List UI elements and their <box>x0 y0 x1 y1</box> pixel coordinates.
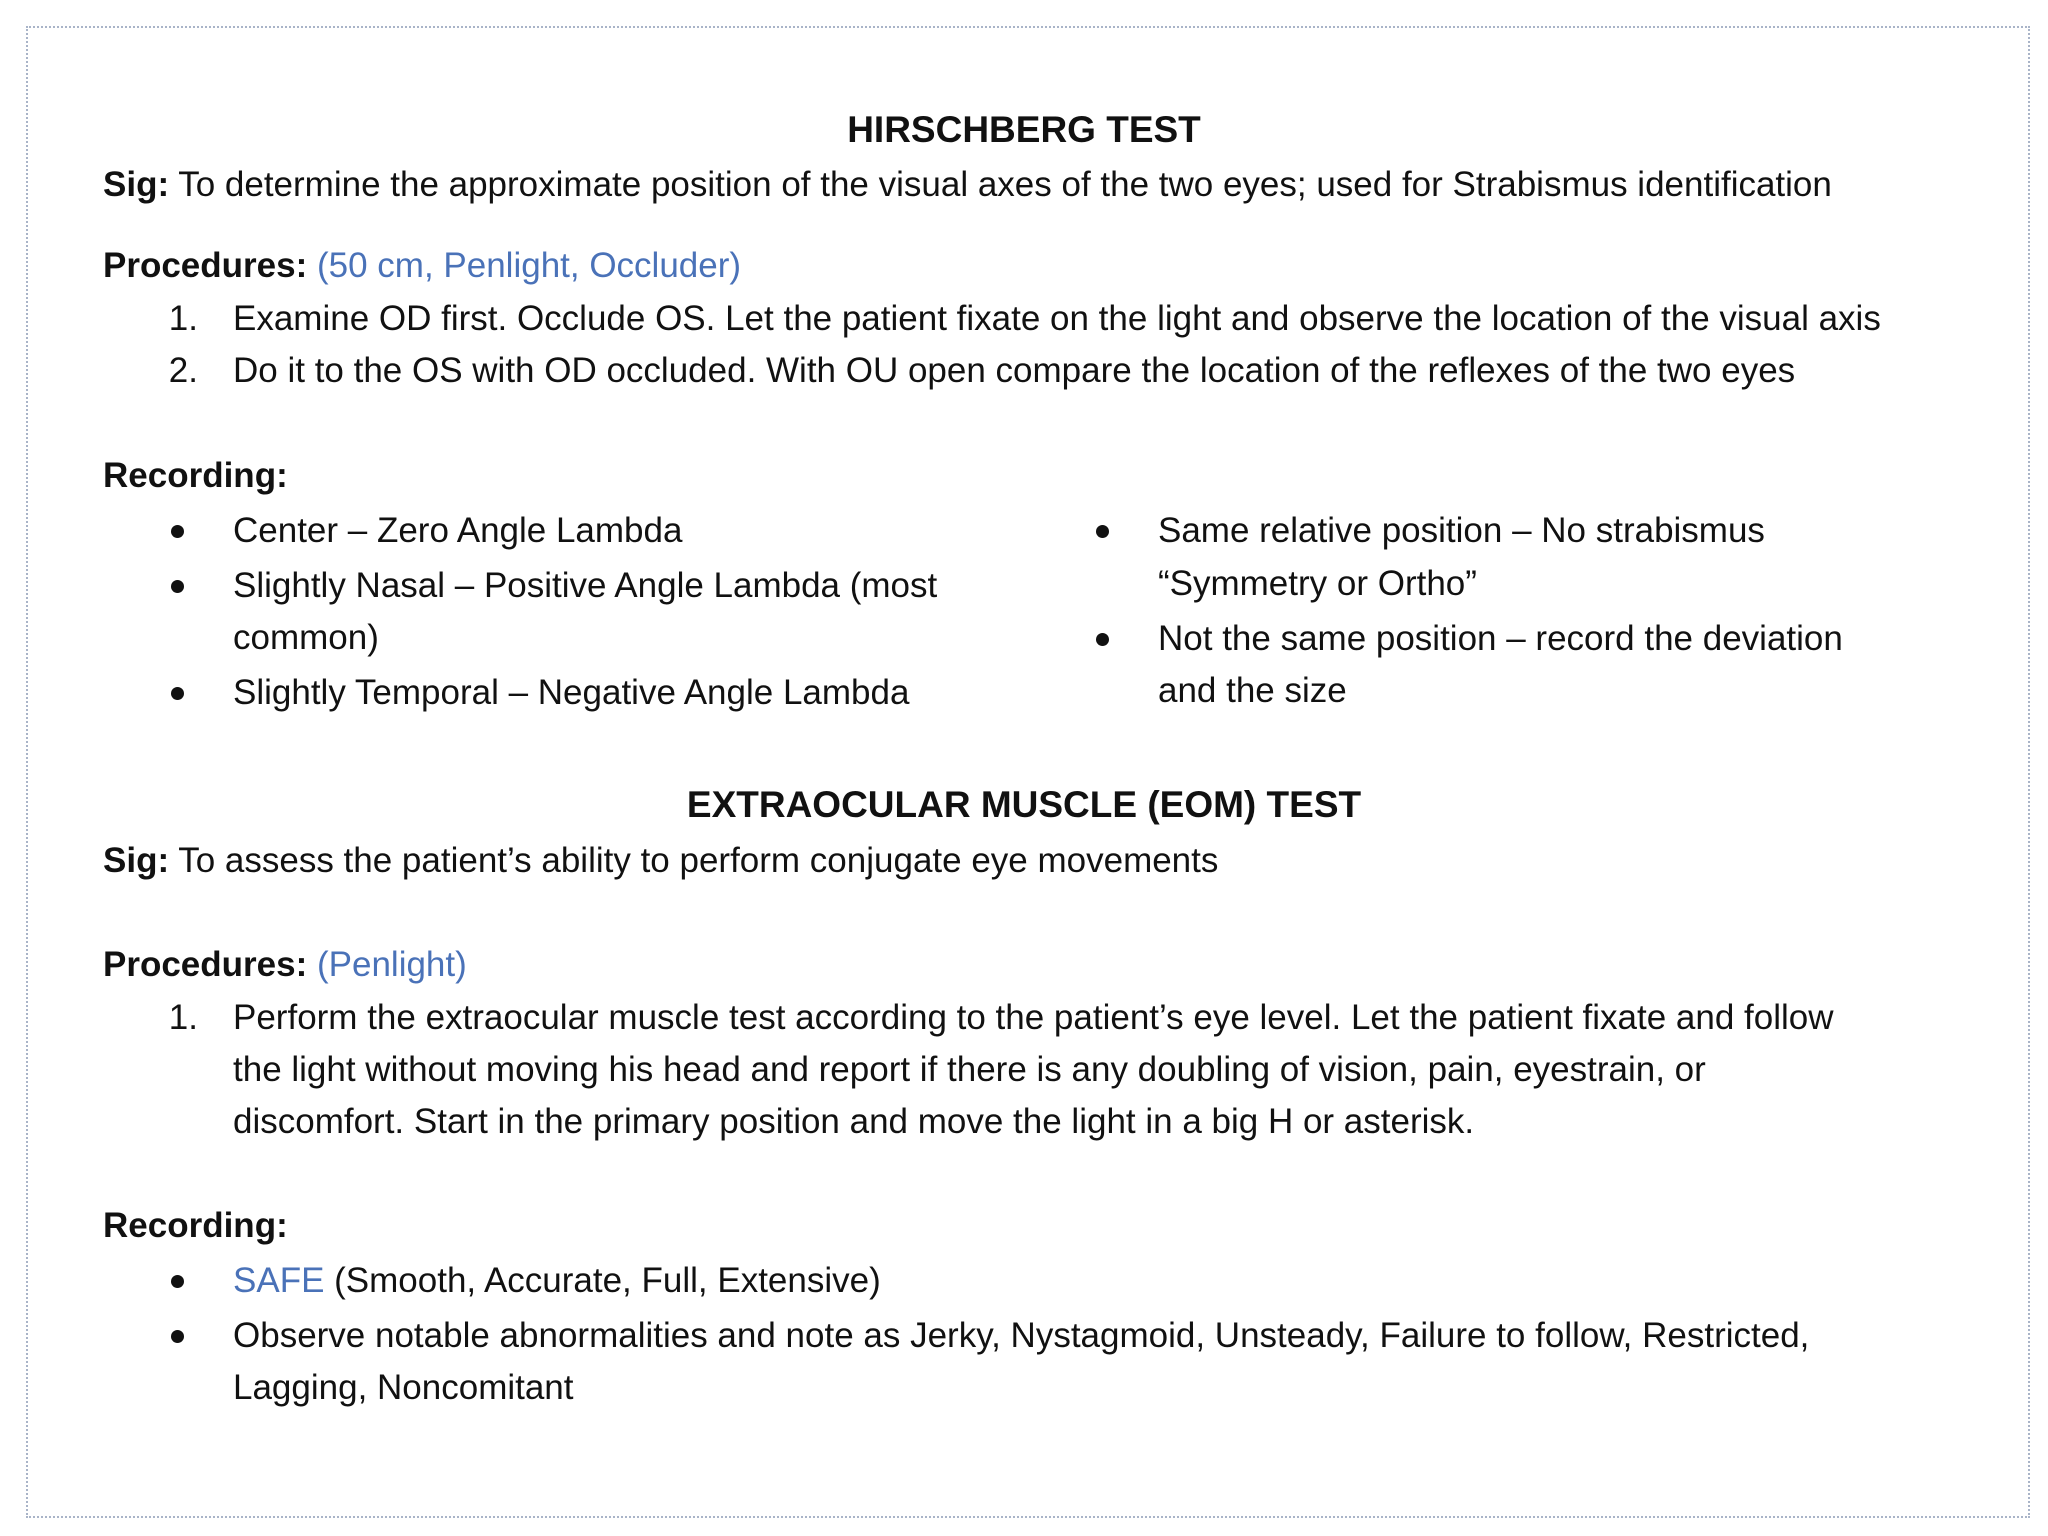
procedures-equipment: (50 cm, Penlight, Occluder) <box>316 246 742 285</box>
safe-description: (Smooth, Accurate, Full, Extensive) <box>324 1261 881 1300</box>
recording-item: Center – Zero Angle Lambda <box>233 511 683 550</box>
procedures-equipment: (Penlight) <box>316 945 467 984</box>
bullet <box>171 580 184 593</box>
hirschberg-procedures-heading <box>103 245 741 287</box>
step-text-cont: the light without moving his head and report if there is any doubling of vision, pain, eyestrain, or <box>233 1050 1706 1089</box>
step-number: 1. <box>168 299 198 338</box>
recording-item-cont: “Symmetry or Ortho” <box>1158 564 1477 603</box>
bullet <box>171 687 184 700</box>
bullet <box>171 1330 184 1343</box>
recording-item-cont: common) <box>233 618 379 657</box>
sig-label: Sig: <box>103 841 170 880</box>
eom-title: EXTRAOCULAR MUSCLE (EOM) TEST <box>686 784 1362 825</box>
eom-recording-label: Recording: <box>103 1206 288 1245</box>
recording-item: Slightly Temporal – Negative Angle Lambda <box>233 673 910 712</box>
sig-text: To determine the approximate position of the visual axes of the two eyes; used for Strabismus identification <box>169 165 1832 204</box>
bullet <box>171 525 184 538</box>
procedures-label: Procedures: <box>103 945 308 984</box>
step-number: 2. <box>168 351 198 390</box>
eom-procedures-heading <box>103 944 467 986</box>
step-text: Do it to the OS with OD occluded. With OU open compare the location of the reflexes of the two eyes <box>233 351 1796 390</box>
step-text-cont: discomfort. Start in the primary position and move the light in a big H or asterisk. <box>233 1102 1475 1141</box>
recording-item <box>233 1260 881 1302</box>
step-text: Perform the extraocular muscle test according to the patient’s eye level. Let the patient fixate and follow <box>233 998 1834 1037</box>
bullet <box>1096 525 1109 538</box>
recording-item: Observe notable abnormalities and note as Jerky, Nystagmoid, Unsteady, Failure to follow, Restricted, <box>233 1316 1810 1355</box>
sig-label: Sig: <box>103 165 170 204</box>
recording-item: Slightly Nasal – Positive Angle Lambda (most <box>233 566 938 605</box>
sig-text: To assess the patient’s ability to perform conjugate eye movements <box>169 841 1219 880</box>
hirschberg-recording-label: Recording: <box>103 456 288 495</box>
bullet <box>171 1275 184 1288</box>
recording-item-cont: and the size <box>1158 671 1347 710</box>
hirschberg-title: HIRSCHBERG TEST <box>847 109 1201 150</box>
procedures-label: Procedures: <box>103 246 308 285</box>
hirschberg-sig <box>103 164 1832 206</box>
bullet <box>1096 633 1109 646</box>
step-number: 1. <box>168 998 198 1037</box>
eom-sig <box>103 840 1218 882</box>
recording-item: Not the same position – record the deviation <box>1158 619 1843 658</box>
safe-highlight: SAFE <box>233 1261 325 1300</box>
recording-item-cont: Lagging, Noncomitant <box>233 1368 574 1407</box>
step-text: Examine OD first. Occlude OS. Let the patient fixate on the light and observe the location of the visual axis <box>233 299 1881 338</box>
recording-item: Same relative position – No strabismus <box>1158 511 1765 550</box>
